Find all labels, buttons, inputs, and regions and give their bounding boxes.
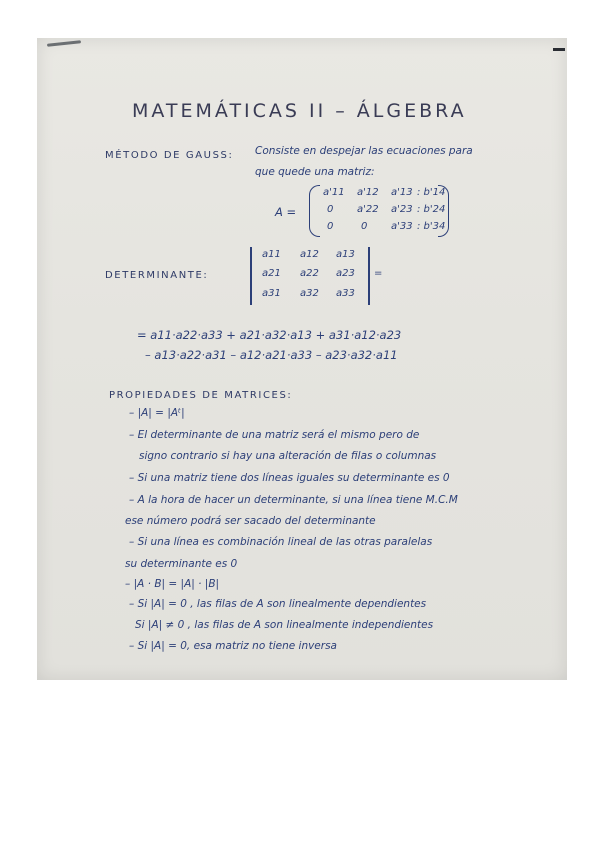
gauss-cell: a'23 [391,204,413,215]
det-cell: a12 [300,249,319,260]
det-cell: a31 [262,288,281,299]
gauss-heading: MÉTODO DE GAUSS: [105,150,234,161]
corner-mark [553,48,565,51]
gauss-cell: a'12 [357,187,379,198]
notebook-photo [37,38,567,680]
property-line: – Si |A| = 0 , las filas de A son linealmente dependientes [129,598,427,610]
det-equals: = [374,268,383,279]
gauss-cell: : b'34 [417,221,446,232]
property-line: – Si |A| = 0, esa matriz no tiene inversa [129,640,337,652]
determinant-expansion-1: = a11·a22·a33 + a21·a32·a13 + a31·a12·a23 [137,328,402,342]
gauss-cell: a'13 [391,187,413,198]
property-line: – Si una línea es combinación lineal de las otras paralelas [129,536,433,548]
det-cell: a22 [300,268,319,279]
det-cell: a21 [262,268,281,279]
gauss-cell: 0 [327,204,334,215]
determinant-matrix [250,245,382,307]
gauss-text-2: que quede una matriz: [255,166,375,178]
gauss-cell: : b'24 [417,204,446,215]
property-line: – |A · B| = |A| · |B| [125,578,220,590]
property-line: – |A| = |Aᵗ| [129,407,185,419]
gauss-matrix [309,183,449,238]
gauss-cell: a'11 [323,187,345,198]
gauss-cell: a'22 [357,204,379,215]
property-line: su determinante es 0 [125,558,238,570]
determinant-heading: DETERMINANTE: [105,270,209,281]
property-line: – El determinante de una matriz será el mismo pero de [129,429,420,441]
gauss-cell: : b'14 [417,187,446,198]
det-cell: a13 [336,249,355,260]
det-cell: a11 [262,249,281,260]
gauss-cell: a'33 [391,221,413,232]
determinant-expansion-2: – a13·a22·a31 – a12·a21·a33 – a23·a32·a11 [145,348,398,362]
property-line: signo contrario si hay una alteración de filas o columnas [139,450,437,462]
gauss-cell: 0 [361,221,368,232]
property-line: Si |A| ≠ 0 , las filas de A son linealmente independientes [135,619,434,631]
gauss-cell: 0 [327,221,334,232]
gauss-matrix-label: A = [275,205,297,219]
gauss-text-1: Consiste en despejar las ecuaciones para [255,145,473,157]
property-line: – A la hora de hacer un determinante, si una línea tiene M.C.M [129,494,458,506]
property-line: – Si una matriz tiene dos líneas iguales su determinante es 0 [129,472,450,484]
det-cell: a32 [300,288,319,299]
property-line: ese número podrá ser sacado del determinante [125,515,376,527]
pencil-mark [47,40,81,47]
properties-heading: PROPIEDADES DE MATRICES: [109,390,293,401]
det-cell: a33 [336,288,355,299]
page-title: MATEMÁTICAS II – ÁLGEBRA [132,100,467,122]
det-cell: a23 [336,268,355,279]
